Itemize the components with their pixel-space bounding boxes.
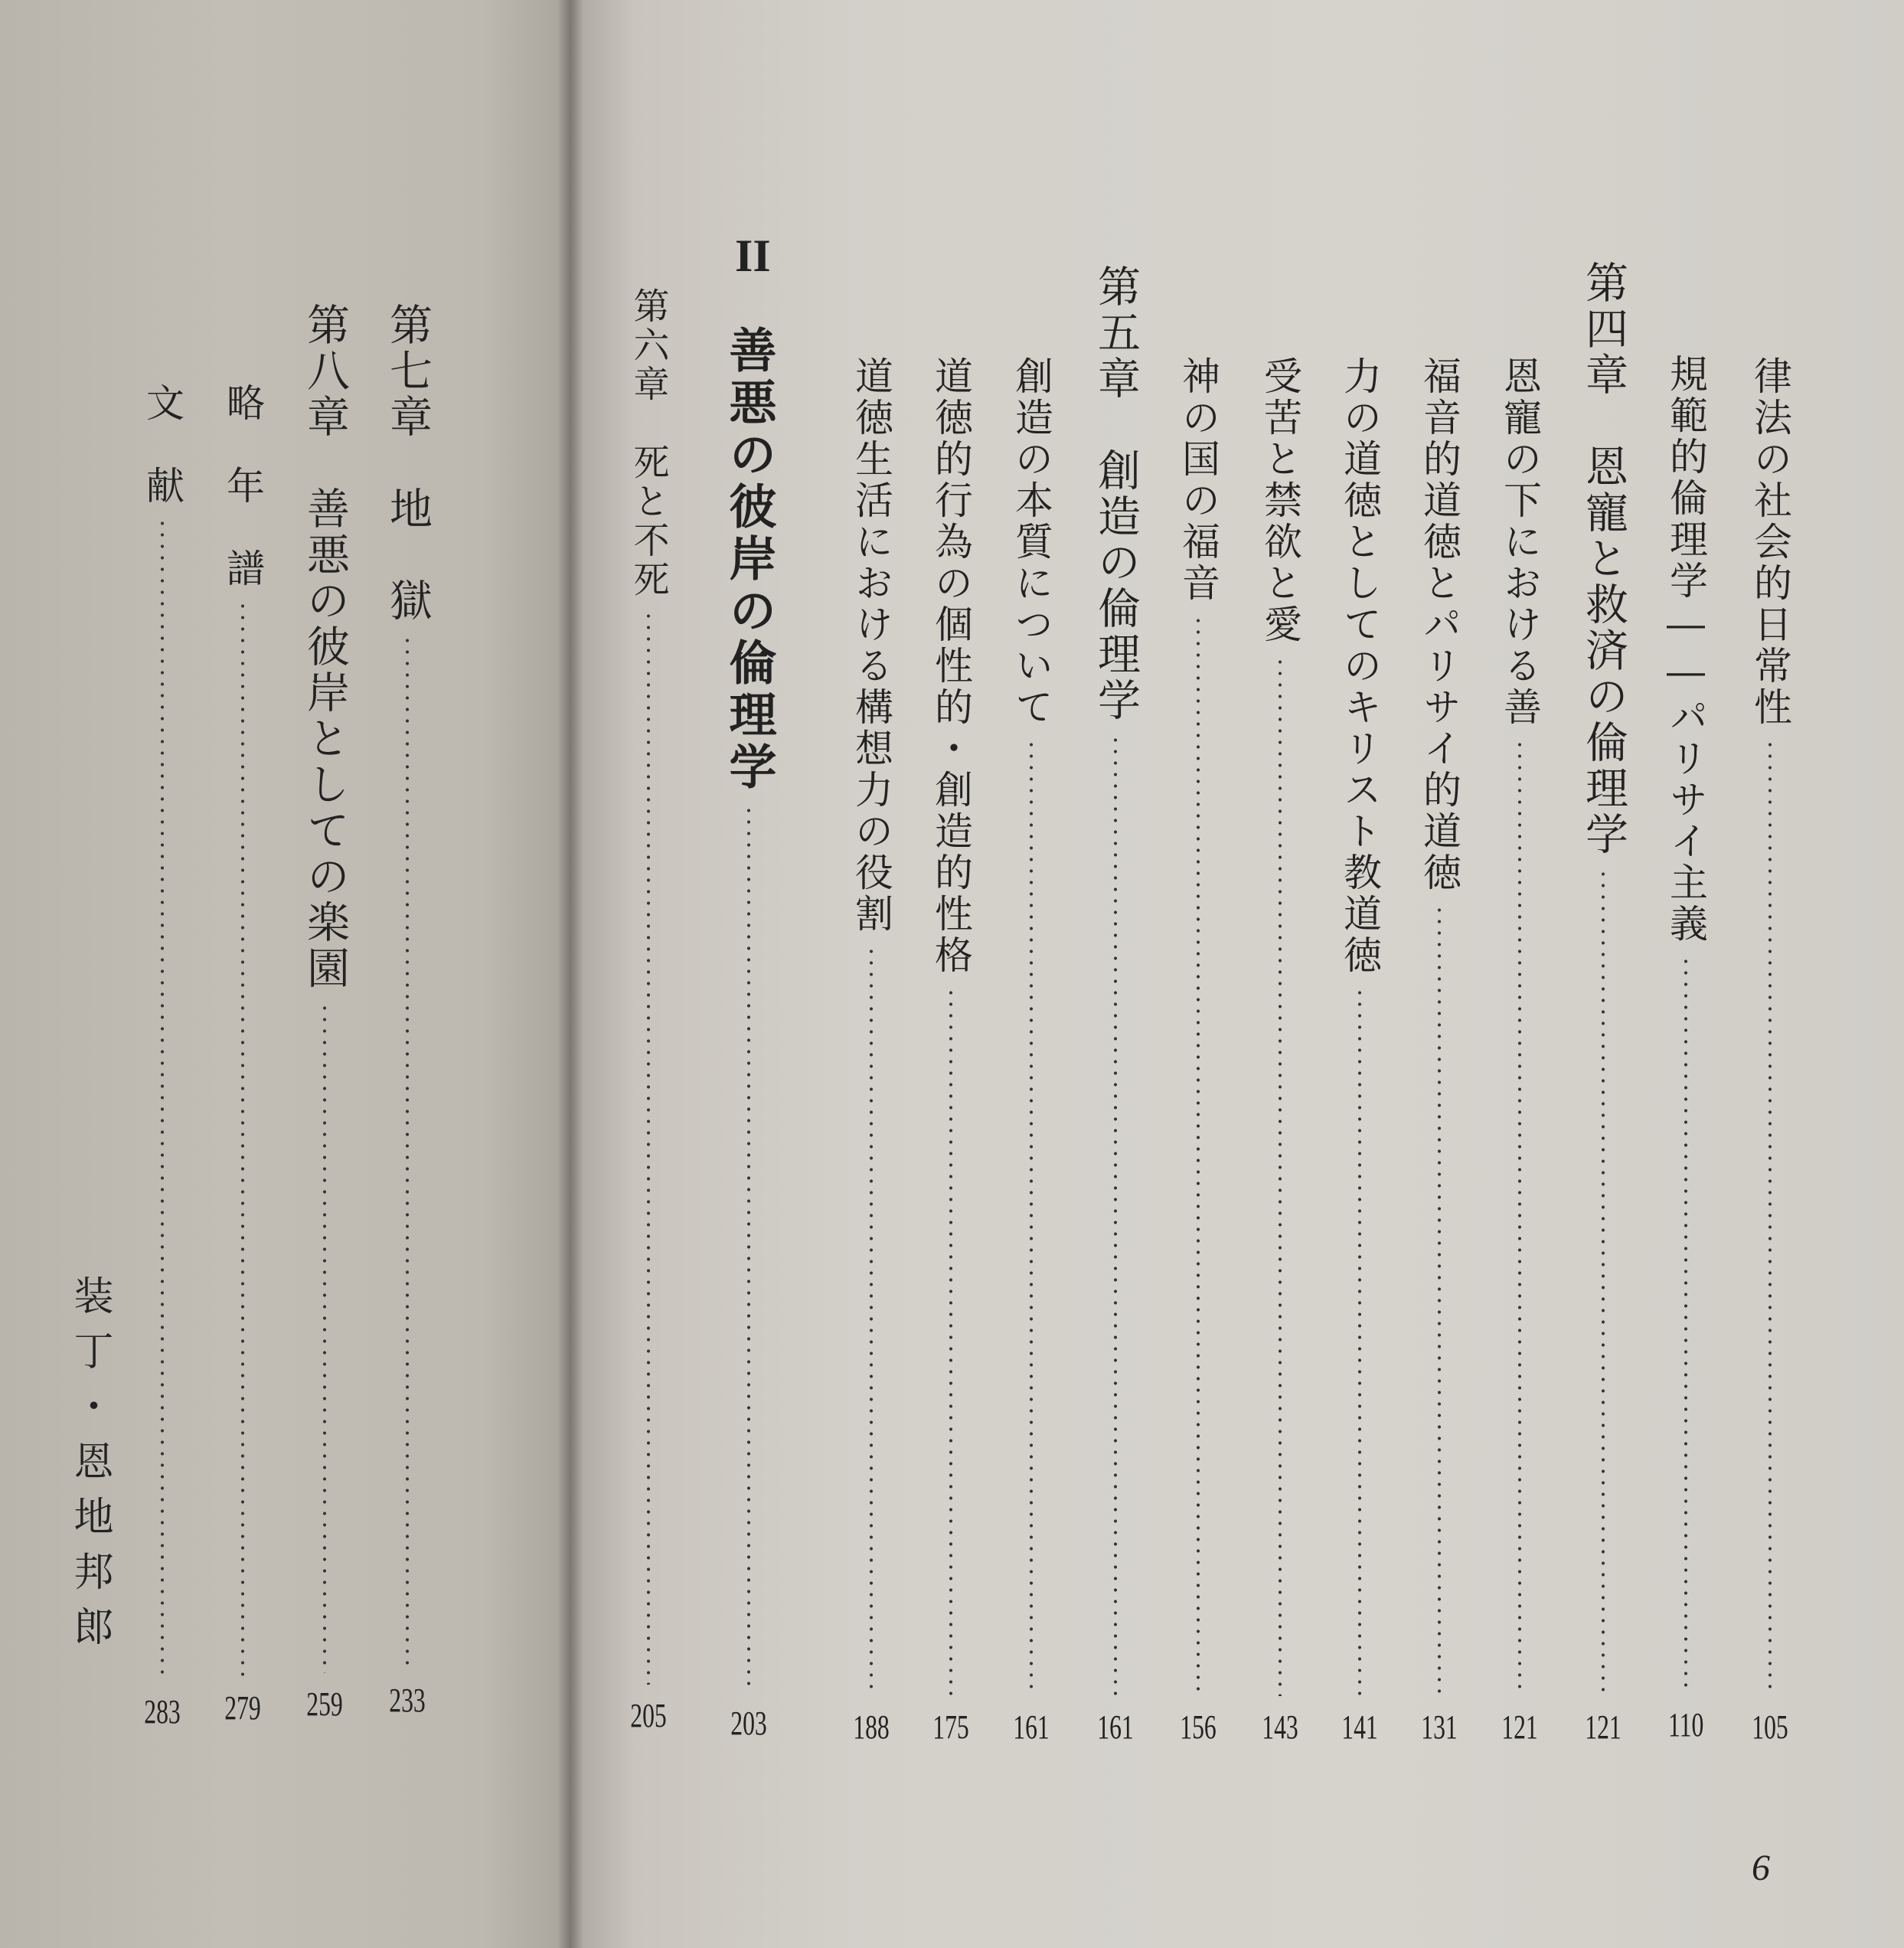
toc-chapter-entry[interactable] — [1579, 260, 1628, 1750]
toc-page-number: 121 — [1501, 1708, 1538, 1746]
toc-page-number: 175 — [932, 1708, 969, 1746]
dot-leader — [1602, 868, 1605, 1696]
dot-leader — [1279, 656, 1282, 1696]
toc-page-number: 141 — [1341, 1708, 1378, 1746]
toc-page-number: 233 — [389, 1681, 426, 1719]
toc-page-number: 110 — [1667, 1705, 1704, 1744]
toc-chapter-entry[interactable] — [383, 302, 432, 1723]
dot-leader — [406, 635, 409, 1669]
toc-page-number: 161 — [1013, 1708, 1050, 1746]
toc-entry-title: 道徳的行為の個性的・創造的性格 — [929, 356, 973, 976]
toc-entry-title: 道徳生活における構想力の役割 — [849, 356, 893, 935]
dot-leader — [747, 805, 750, 1692]
toc-entry[interactable] — [1335, 356, 1384, 1750]
dot-leader — [1030, 739, 1033, 1696]
dot-leader — [1518, 739, 1521, 1696]
toc-chapter-entry[interactable] — [624, 287, 673, 1738]
toc-entry-title: 受苦と禁欲と愛 — [1258, 356, 1302, 646]
book-gutter — [557, 0, 583, 1948]
toc-entry[interactable] — [1007, 356, 1056, 1750]
chapter-title: 第五章 創造の倫理学 — [1091, 264, 1141, 724]
toc-page-number: 105 — [1752, 1708, 1788, 1746]
toc-entry[interactable] — [1415, 356, 1464, 1750]
toc-entry[interactable] — [1661, 354, 1710, 1747]
toc-entry-title: 神の国の福音 — [1176, 356, 1220, 604]
chapter-title: 第六章 死と不死 — [627, 287, 670, 600]
dot-leader — [1197, 615, 1200, 1696]
toc-page-number: 205 — [630, 1696, 667, 1734]
toc-part-entry[interactable] — [721, 325, 777, 1746]
toc-entry[interactable] — [1256, 356, 1305, 1750]
toc-entry-title: 文 献 — [140, 383, 185, 507]
toc-entry-title: 福音的道徳とパリサイ的道徳 — [1417, 356, 1461, 894]
dot-leader — [1114, 734, 1117, 1696]
toc-page-number: 203 — [730, 1704, 767, 1742]
toc-entry-title: 略 年 譜 — [220, 383, 265, 590]
dot-leader — [1358, 987, 1361, 1696]
toc-entry[interactable] — [1174, 356, 1223, 1750]
dot-leader — [949, 987, 952, 1696]
toc-page-number: 279 — [224, 1688, 261, 1727]
toc-page-number: 188 — [853, 1708, 890, 1746]
chapter-title: 第七章 地 獄 — [383, 302, 433, 624]
toc-entry[interactable] — [1746, 356, 1795, 1750]
dot-leader — [241, 600, 244, 1677]
toc-entry[interactable] — [218, 383, 267, 1731]
toc-page-number: 259 — [306, 1685, 343, 1723]
toc-entry-title: 創造の本質について — [1009, 356, 1053, 728]
page-folio: 6 — [1752, 1848, 1770, 1888]
toc-page-number: 283 — [144, 1692, 181, 1731]
toc-page-number: 143 — [1262, 1708, 1298, 1746]
dot-leader — [1684, 956, 1687, 1694]
toc-chapter-entry[interactable] — [1091, 264, 1140, 1750]
toc-entry-title: 律法の社会的日常性 — [1748, 356, 1792, 728]
toc-page-number: 161 — [1097, 1708, 1134, 1746]
dot-leader — [647, 610, 650, 1685]
toc-entry-title: 恩寵の下における善 — [1497, 356, 1542, 728]
dot-leader — [161, 518, 164, 1681]
part-title: 善悪の彼岸の倫理学 — [721, 325, 777, 794]
designer-credit: 装丁・恩地邦郎 — [67, 1275, 113, 1661]
dot-leader — [870, 946, 873, 1696]
toc-entry[interactable] — [1495, 356, 1544, 1750]
toc-entry-title: 力の道徳としてのキリスト教道徳 — [1337, 356, 1382, 976]
dot-leader — [1768, 739, 1772, 1696]
chapter-title: 第四章 恩寵と救済の倫理学 — [1579, 260, 1628, 858]
chapter-title: 第八章 善悪の彼岸としての楽園 — [300, 302, 350, 992]
toc-chapter-entry[interactable] — [300, 302, 349, 1727]
toc-entry[interactable] — [926, 356, 975, 1750]
dot-leader — [323, 1002, 326, 1673]
toc-entry[interactable] — [847, 356, 896, 1750]
toc-entry-title: 規範的倫理学――パリサイ主義 — [1664, 354, 1708, 945]
part-numeral: II — [735, 230, 771, 281]
toc-entry[interactable] — [138, 383, 187, 1734]
dot-leader — [1438, 904, 1441, 1696]
toc-page-number: 156 — [1180, 1708, 1217, 1746]
toc-page-number: 121 — [1585, 1708, 1622, 1746]
toc-page-number: 131 — [1421, 1708, 1458, 1746]
